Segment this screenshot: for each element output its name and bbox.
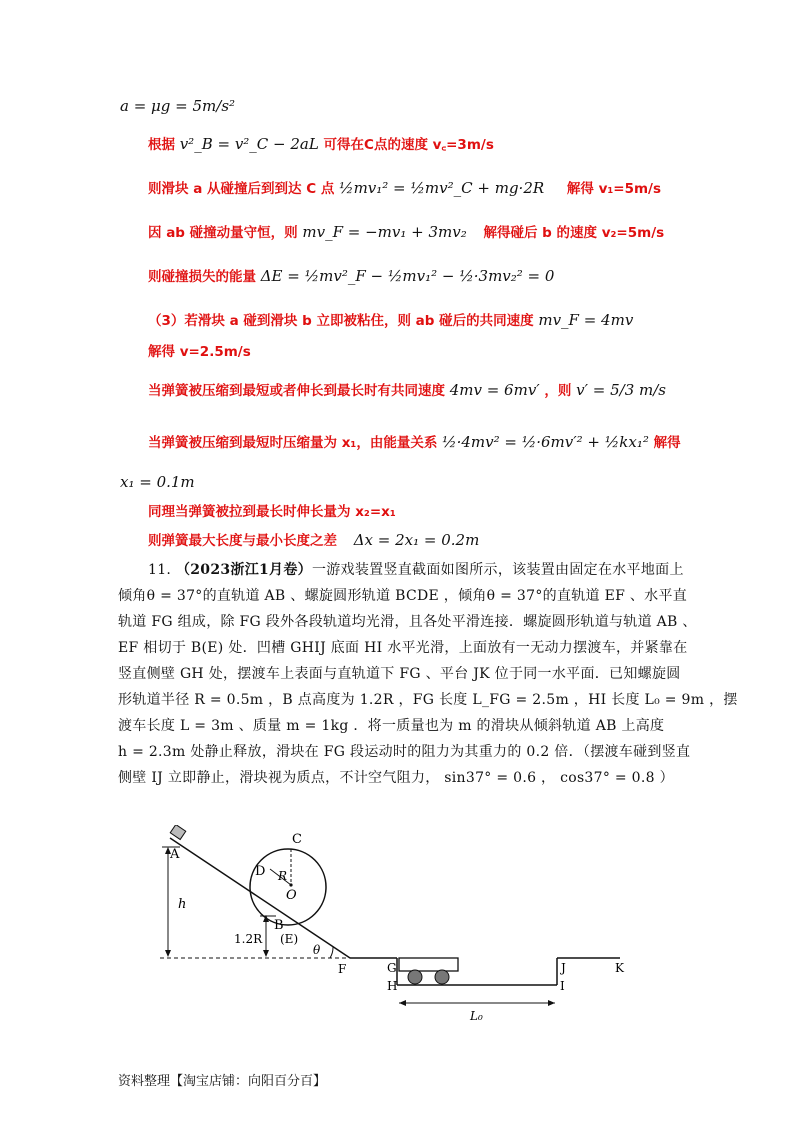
label-G: G xyxy=(387,961,397,975)
label-K: K xyxy=(615,961,624,975)
solution-line-common-speed: 当弹簧被压缩到最短或者伸长到最长时有共同速度 4mv = 6mv′ ，则 v′ = 5/3 m/s xyxy=(148,381,666,399)
solution-line-part3: （3）若滑块 a 碰到滑块 b 立即被粘住，则 ab 碰后的共同速度 mv_F = 4mv xyxy=(148,311,634,329)
slider-block xyxy=(170,825,186,840)
label-A: A xyxy=(170,847,180,862)
ferry-cart xyxy=(399,958,458,971)
problem-line-2: 倾角θ = 37°的直轨道 AB 、螺旋圆形轨道 BCDE ，倾角θ = 37°的直轨道 EF 、水平直 xyxy=(118,588,688,604)
solution-line-difference: 则弹簧最大长度与最小长度之差 Δx = 2x₁ = 0.2m xyxy=(148,531,480,549)
problem-line-5: 竖直侧壁 GH 处，摆渡车上表面与直轨道下 FG 、平台 JK 位于同一水平面．已知螺旋圆 xyxy=(118,666,681,682)
solution-line-energy-loss: 则碰撞损失的能量 ΔE = ½mv²_F − ½mv₁² − ½·3mv₂² = 0 xyxy=(148,267,555,285)
footer-source: 资料整理【淘宝店铺：向阳百分百】 xyxy=(118,1074,327,1089)
problem-line-7: 渡车长度 L = 3m 、质量 m = 1kg ．将一质量也为 m 的滑块从倾斜轨道 AB 上高度 xyxy=(118,718,665,734)
label-E: (E) xyxy=(280,932,299,946)
label-R: R xyxy=(278,869,288,883)
label-C: C xyxy=(292,832,302,847)
cart-wheel-left xyxy=(408,970,422,984)
solution-line-momentum: 因 ab 碰撞动量守恒，则 mv_F = −mv₁ + 3mv₂ 解得碰后 b 的速度 v₂=5m/s xyxy=(148,223,665,241)
label-B: B xyxy=(274,918,284,933)
label-F: F xyxy=(338,962,347,976)
solution-acceleration xyxy=(120,96,235,117)
solution-line-vc: 根据 v²_B = v²_C − 2aL 可得在C点的速度 v꜀=3m/s xyxy=(148,135,494,153)
track-diagram xyxy=(150,825,650,1025)
spiral-loop xyxy=(250,849,326,925)
label-D: D xyxy=(255,864,266,879)
problem-line-9: 侧壁 IJ 立即静止，滑块视为质点，不计空气阻力， sin37° = 0.6 ， cos37° = 0.8 ） xyxy=(118,770,674,786)
problem-line-3: 轨道 FG 组成，除 FG 段外各段轨道均光滑，且各处平滑连接．螺旋圆形轨道与轨道 AB 、 xyxy=(118,614,697,630)
label-L0: L₀ xyxy=(470,1009,483,1023)
solution-x1: x₁ = 0.1m xyxy=(120,473,195,491)
solution-line-extension: 同理当弹簧被拉到最长时伸长量为 x₂=x₁ xyxy=(148,504,396,520)
solution-line-compression: 当弹簧被压缩到最短时压缩量为 x₁，由能量关系 ½·4mv² = ½·6mv′² + ½kx₁² 解得 xyxy=(148,433,681,451)
solution-line-v1: 则滑块 a 从碰撞后到到达 C 点 ½mv₁² = ½mv²_C + mg·2R 解得 v₁=5m/s xyxy=(148,179,662,197)
solution-line-v: 解得 v=2.5m/s xyxy=(148,344,251,360)
problem-line-4: EF 相切于 B(E) 处．凹槽 GHIJ 底面 HI 水平光滑，上面放有一无动力摆渡车，并紧靠在 xyxy=(118,640,688,656)
problem-line-8: h = 2.3m 处静止释放，滑块在 FG 段运动时的阻力为其重力的 0.2 倍．（摆渡车碰到竖直 xyxy=(118,744,691,760)
label-theta: θ xyxy=(313,943,321,957)
label-J: J xyxy=(561,961,566,975)
label-1-2R: 1.2R xyxy=(234,932,263,946)
problem-line-6: 形轨道半径 R = 0.5m ，B 点高度为 1.2R ，FG 长度 L_FG = 2.5m ，HI 长度 L₀ = 9m ，摆 xyxy=(118,692,738,708)
math-acceleration: a = μg = 5m/s² xyxy=(120,97,236,115)
label-I: I xyxy=(560,979,565,993)
label-h: h xyxy=(178,897,187,912)
label-O: O xyxy=(286,888,297,903)
label-H: H xyxy=(387,979,398,993)
problem-intro: 11. （2023浙江1月卷）一游戏装置竖直截面如图所示，该装置由固定在水平地面上 xyxy=(148,562,684,578)
cart-wheel-right xyxy=(435,970,449,984)
